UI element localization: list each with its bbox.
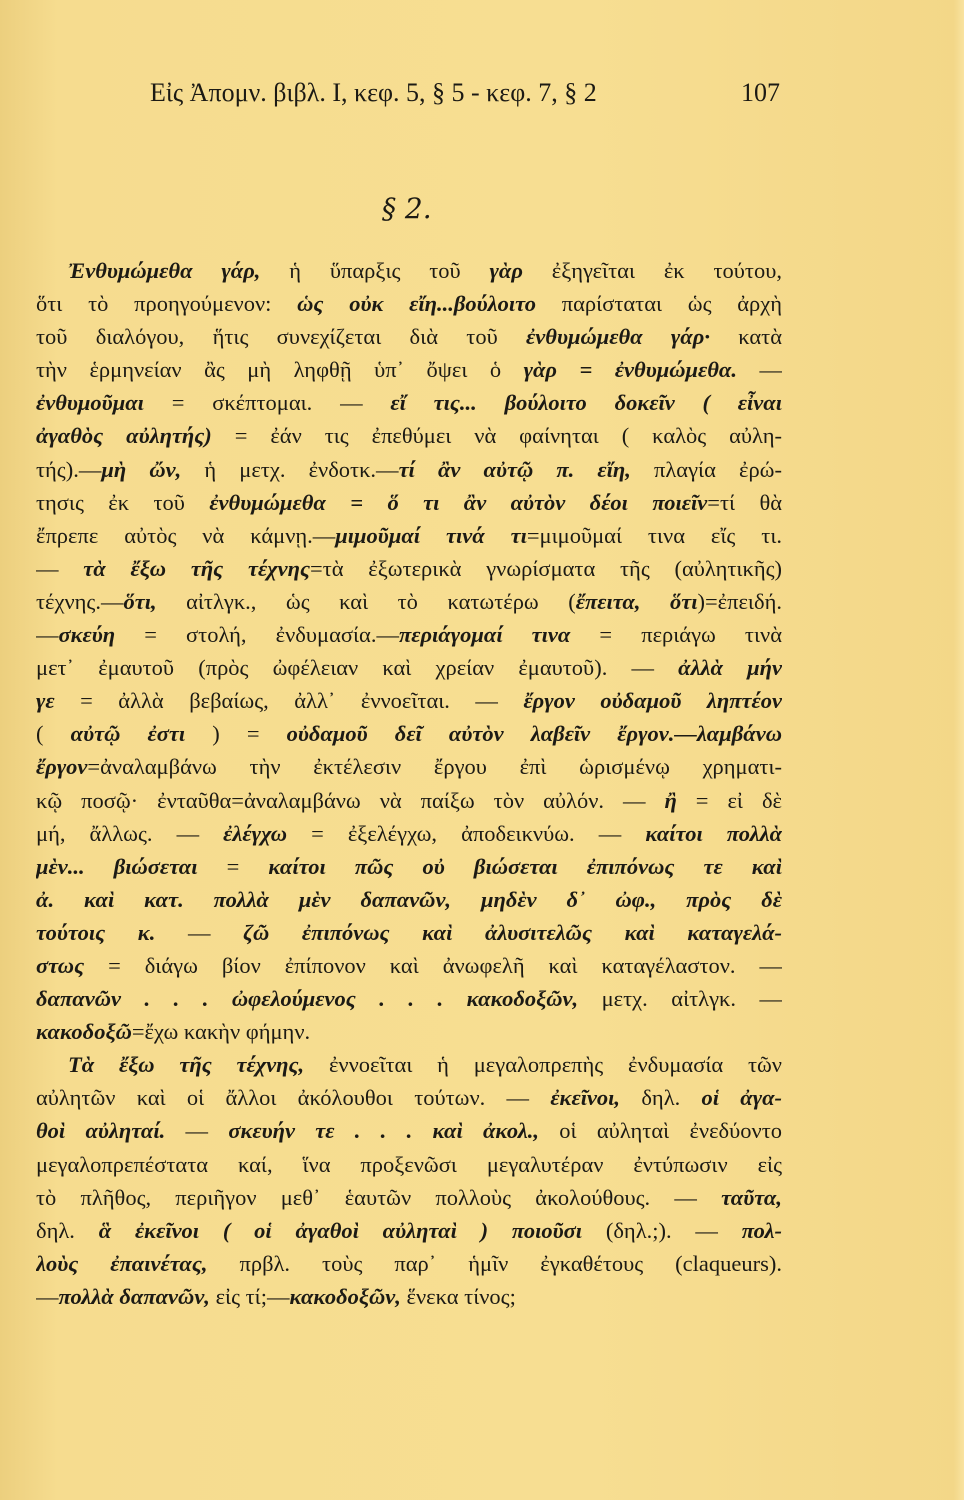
text-line: ἔργον=ἀναλαμβάνω τὴν ἐκτέλεσιν ἔργου ἐπὶ ὡρισμένῳ χρηματι- [36, 754, 782, 780]
text-line: αὐλητῶν καὶ οἱ ἄλλοι ἀκόλουθοι τούτων. — ἐκεῖνοι, δηλ. οἱ ἀγα- [36, 1085, 782, 1111]
text-line: Τὰ ἔξω τῆς τέχνης, ἐννοεῖται ἡ μεγαλοπρεπὴς ἐνδυμασία τῶν [68, 1052, 782, 1078]
text-line: τής).—μὴ ὤν, ἡ μετχ. ἐνδοτκ.—τί ἂν αὐτῷ π. εἴη, πλαγία ἐρώ- [36, 456, 782, 482]
commentary-text [36, 254, 782, 1313]
text-line: ἐνθυμοῦμαι = σκέπτομαι. — εἴ τις... βούλοιτο δοκεῖν ( εἶναι [36, 390, 782, 416]
text-line: ὅτι τὸ προηγούμενον: ὡς οὐκ εἴη...βούλοιτο παρίσταται ὡς ἀρχὴ [36, 291, 782, 317]
text-line: μεγαλοπρεπέστατα καί, ἵνα προξενῶσι μεγαλυτέραν ἐντύπωσιν εἰς [36, 1151, 782, 1177]
paragraph-2 [36, 1048, 782, 1313]
section-heading: § 2. [382, 192, 432, 225]
page-header [150, 78, 780, 118]
text-line: τησις ἐκ τοῦ ἐνθυμώμεθα = ὅ τι ἂν αὐτὸν δέοι ποιεῖν=τί θὰ [36, 489, 782, 515]
running-title: Εἰς Ἀπομν. βιβλ. I, κεφ. 5, § 5 - κεφ. 7, § 2 [150, 78, 597, 107]
text-line: ἀγαθὸς αὐλητής) = ἐάν τις ἐπεθύμει νὰ φαίνηται ( καλὸς αὐλη- [36, 423, 782, 449]
text-line: κακοδοξῶ=ἔχω κακὴν φήμην. [36, 1019, 311, 1045]
text-line: μή, ἄλλως. — ἐλέγχω = ἐξελέγχω, ἀποδεικνύω. — καίτοι πολλὰ [36, 820, 782, 846]
text-line: ( αὐτῷ ἐστι ) = οὐδαμοῦ δεῖ αὐτὸν λαβεῖν ἔργον.—λαμβάνω [36, 721, 782, 747]
text-line: τὸ πλῆθος, περιῆγον μεθ᾽ ἑαυτῶν πολλοὺς ἀκολούθους. — ταῦτα, [36, 1184, 782, 1210]
text-line: μὲν... βιώσεται = καίτοι πῶς οὐ βιώσεται ἐπιπόνως τε καὶ [36, 853, 782, 879]
text-line: δαπανῶν . . . ὠφελούμενος . . . κακοδοξῶν, μετχ. αἰτλγκ. — [36, 986, 782, 1012]
text-line: λοὺς ἐπαινέτας, πρβλ. τοὺς παρ᾽ ἡμῖν ἐγκαθέτους (claqueurs). [36, 1250, 782, 1276]
text-line: τούτοις κ. — ζῶ ἐπιπόνως καὶ ἀλυσιτελῶς καὶ καταγελά- [36, 919, 782, 945]
text-line: ἀ. καὶ κατ. πολλὰ μὲν δαπανῶν, μηδὲν δ᾽ ὠφ., πρὸς δὲ [36, 886, 782, 912]
text-line: ἔπρεπε αὐτὸς νὰ κάμνῃ.—μιμοῦμαί τινά τι=μιμοῦμαί τινα εἴς τι. [36, 522, 782, 548]
text-line: — τὰ ἔξω τῆς τέχνης=τὰ ἐξωτερικὰ γνωρίσματα τῆς (αὐλητικῆς) [36, 555, 782, 581]
text-line: τὴν ἑρμηνείαν ἂς μὴ ληφθῇ ὑπ᾽ ὄψει ὁ γὰρ = ἐνθυμώμεθα. — [36, 357, 782, 383]
text-line: τέχνης.—ὅτι, αἰτλγκ., ὡς καὶ τὸ κατωτέρω (ἔπειτα, ὅτι)=ἐπειδή. [36, 588, 782, 614]
text-line: —σκεύη = στολή, ἐνδυμασία.—περιάγομαί τινα = περιάγω τινὰ [36, 622, 782, 648]
text-line: τοῦ διαλόγου, ἥτις συνεχίζεται διὰ τοῦ ἐνθυμώμεθα γάρ· κατὰ [36, 324, 782, 350]
paragraph-1 [36, 254, 782, 1048]
text-line: θοὶ αὐληταί. — σκευήν τε . . . καὶ ἀκολ., οἱ αὐληταὶ ἐνεδύοντο [36, 1118, 782, 1144]
text-line: γε = ἀλλὰ βεβαίως, ἀλλ᾽ ἐννοεῖται. — ἔργον οὐδαμοῦ ληπτέον [36, 688, 782, 714]
page-edge [954, 0, 964, 1500]
text-line: —πολλὰ δαπανῶν, εἰς τί;—κακοδοξῶν, ἕνεκα τίνος; [36, 1283, 516, 1309]
text-line: Ἐνθυμώμεθα γάρ, ἡ ὕπαρξις τοῦ γὰρ ἐξηγεῖται ἐκ τούτου, [68, 258, 782, 283]
page-number: 107 [741, 78, 780, 107]
text-line: μετ᾽ ἐμαυτοῦ (πρὸς ὠφέλειαν καὶ χρείαν ἐμαυτοῦ). — ἀλλὰ μήν [36, 655, 782, 681]
text-line: δηλ. ἃ ἐκεῖνοι ( οἱ ἀγαθοὶ αὐληταὶ ) ποιοῦσι (δηλ.;). — πολ- [36, 1217, 782, 1243]
text-line: κῷ ποσῷ· ἐνταῦθα=ἀναλαμβάνω νὰ παίξω τὸν αὐλόν. — ἢ = εἰ δὲ [36, 787, 782, 813]
text-line: στως = διάγω βίον ἐπίπονον καὶ ἀνωφελῆ καὶ καταγέλαστον. — [36, 952, 782, 978]
